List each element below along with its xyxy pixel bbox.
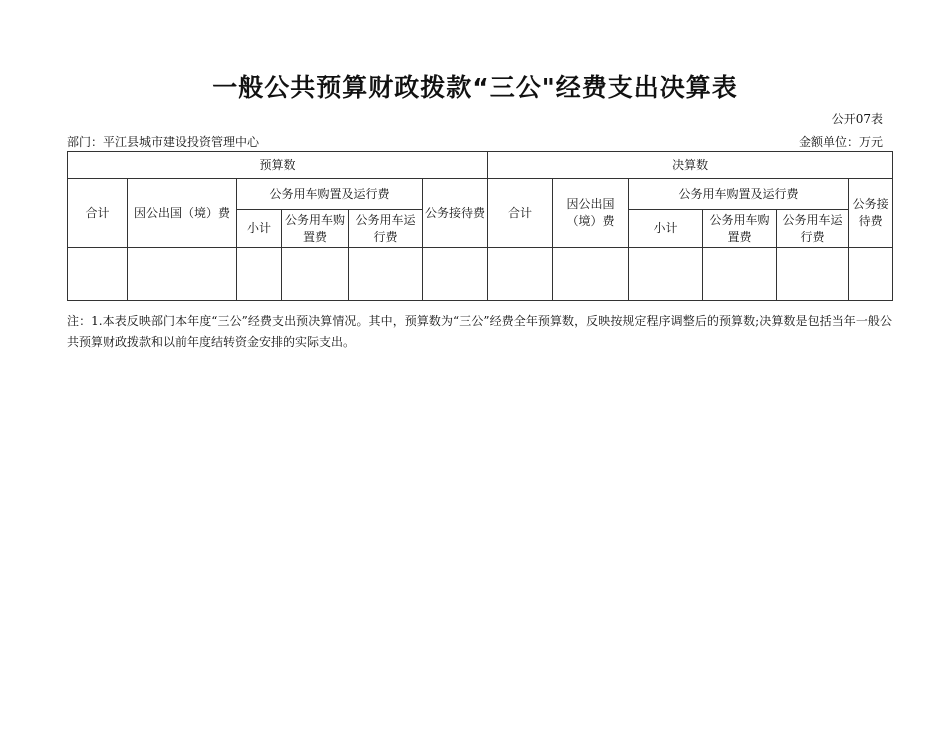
page-title: 一般公共预算财政拨款“三公"经费支出决算表 <box>212 73 738 102</box>
final-header: 决算数 <box>488 152 893 179</box>
table-cell <box>128 248 237 301</box>
table-row <box>68 248 893 301</box>
budget-subtotal-header: 小计 <box>237 210 282 248</box>
budget-abroad-header: 因公出国（境）费 <box>128 179 237 248</box>
table-cell <box>553 248 629 301</box>
final-total-header: 合计 <box>488 179 553 248</box>
table-cell <box>777 248 849 301</box>
final-vehicle-purchase-header: 公务用车购置费 <box>703 210 777 248</box>
table-cell <box>68 248 128 301</box>
budget-total-header: 合计 <box>68 179 128 248</box>
table-cell <box>629 248 703 301</box>
form-code: 公开07表 <box>831 112 883 126</box>
three-public-expense-table <box>67 151 893 301</box>
final-reception-header: 公务接待费 <box>849 179 893 248</box>
department-label: 部门：平江县城市建设投资管理中心 <box>67 135 260 149</box>
table-cell <box>423 248 488 301</box>
table-cell <box>703 248 777 301</box>
table-cell <box>237 248 282 301</box>
budget-vehicle-operation-header: 公务用车运行费 <box>349 210 423 248</box>
budget-vehicle-purchase-header: 公务用车购置费 <box>282 210 349 248</box>
budget-header: 预算数 <box>68 152 488 179</box>
table-cell <box>349 248 423 301</box>
table-cell <box>488 248 553 301</box>
amount-unit-label: 金额单位：万元 <box>798 135 883 149</box>
table-cell <box>282 248 349 301</box>
table-cell <box>849 248 893 301</box>
budget-vehicle-group-header: 公务用车购置及运行费 <box>237 179 423 210</box>
final-abroad-header: 因公出国（境）费 <box>553 179 629 248</box>
final-vehicle-group-header: 公务用车购置及运行费 <box>629 179 849 210</box>
final-subtotal-header: 小计 <box>629 210 703 248</box>
budget-reception-header: 公务接待费 <box>423 179 488 248</box>
final-vehicle-operation-header: 公务用车运行费 <box>777 210 849 248</box>
footnote: 注：1.本表反映部门本年度“三公”经费支出预决算情况。其中，预算数为“三公”经费全年预算数，反映按规定程序调整后的预算数;决算数是包括当年一般公共预算财政拨款和以前年度结转资金安排的实际支出。 <box>67 314 892 349</box>
